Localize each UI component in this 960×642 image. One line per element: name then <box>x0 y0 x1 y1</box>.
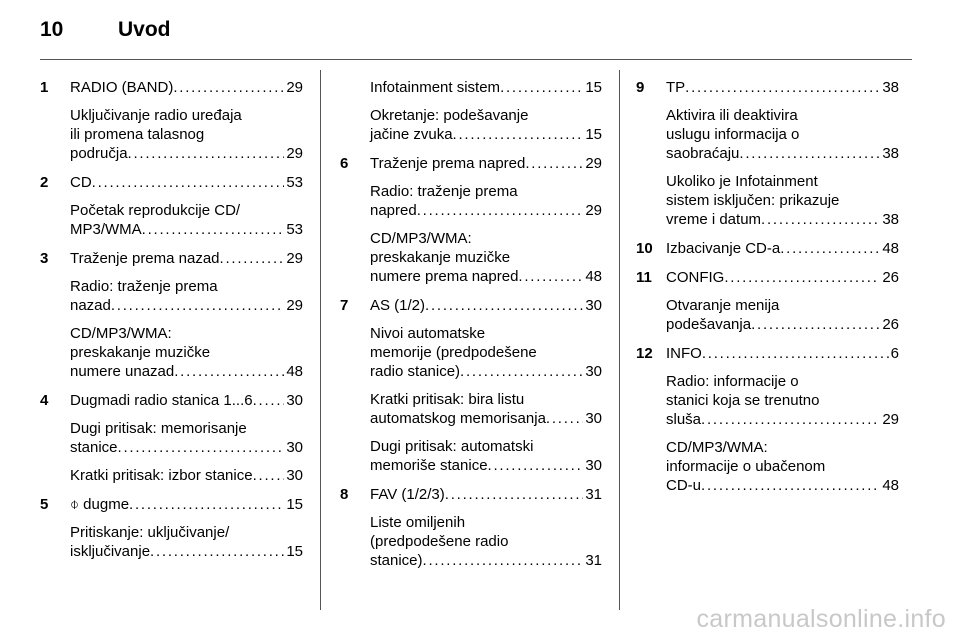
sub-entry-line: Kratki pritisak: bira listu <box>370 391 525 408</box>
leader-dots <box>425 296 583 315</box>
watermark: carmanualsonline.info <box>696 605 946 633</box>
item-number: 4 <box>40 392 49 409</box>
item-number: 8 <box>340 486 349 503</box>
entry-text: nazad <box>70 297 111 314</box>
sub-entry-line: Okretanje: podešavanje <box>370 107 529 124</box>
sub-entry <box>370 390 602 428</box>
entry-text: CONFIG <box>666 269 725 286</box>
sub-entry <box>666 106 899 163</box>
page-ref: 38 <box>882 79 899 96</box>
leader-dots <box>739 144 880 163</box>
entry-text: CD <box>70 174 92 191</box>
page-ref: 31 <box>585 552 602 569</box>
page-ref: 48 <box>882 477 899 494</box>
column-divider-left <box>320 70 321 610</box>
entry-text: podešavanja <box>666 316 752 333</box>
item-number: 3 <box>40 250 49 267</box>
leader-dots <box>780 239 880 258</box>
index-column-2 <box>340 78 602 580</box>
entry-text: Kratki pritisak: izbor stanice <box>70 467 253 484</box>
leader-dots <box>701 410 880 429</box>
index-line <box>70 438 303 457</box>
page-ref: 30 <box>585 410 602 427</box>
sub-entry-line: Aktivira ili deaktivira <box>666 107 798 124</box>
leader-dots <box>173 78 284 97</box>
entry-text: sluša <box>666 411 702 428</box>
entry-text: ⌽ dugme <box>70 496 130 513</box>
entry-text: radio stanice) <box>370 363 461 380</box>
entry-text: memoriše stanice <box>370 457 488 474</box>
sub-entry <box>370 437 602 475</box>
leader-dots <box>761 210 880 229</box>
index-line <box>370 201 602 220</box>
sub-entry-line: uslugu informacija o <box>666 126 800 143</box>
entry-text: Dugmadi radio stanica 1...6 <box>70 392 253 409</box>
entry-text: stanice <box>70 439 118 456</box>
index-entry <box>636 344 899 495</box>
sub-entry-line: CD/MP3/WMA: <box>666 439 768 456</box>
sub-entry-line: CD/MP3/WMA: <box>70 325 172 342</box>
leader-dots <box>500 78 583 97</box>
page-ref: 38 <box>882 211 899 228</box>
leader-dots <box>453 125 584 144</box>
page-ref: 15 <box>585 126 602 143</box>
item-number: 5 <box>40 496 49 513</box>
entry-text: jačine zvuka <box>370 126 453 143</box>
leader-dots <box>253 391 285 410</box>
index-line <box>370 125 602 144</box>
leader-dots <box>751 315 880 334</box>
sub-entry <box>370 229 602 286</box>
entry-text: MP3/WMA <box>70 221 142 238</box>
page-ref: 48 <box>286 363 303 380</box>
leader-dots <box>128 144 285 163</box>
index-line <box>370 362 602 381</box>
page-ref: 29 <box>585 155 602 172</box>
sub-entry-line: Pritiskanje: uključivanje/ <box>70 524 230 541</box>
sub-entry <box>370 182 602 220</box>
index-column-3 <box>636 78 899 505</box>
index-line <box>370 456 602 475</box>
entry-text: vreme i datum <box>666 211 762 228</box>
leader-dots <box>174 362 284 381</box>
leader-dots <box>702 344 889 363</box>
index-line <box>370 409 602 428</box>
index-line <box>370 267 602 286</box>
index-line <box>70 495 303 514</box>
sub-entry-line: CD/MP3/WMA: <box>370 230 472 247</box>
leader-dots <box>423 551 584 570</box>
index-entry <box>636 78 899 229</box>
item-number: 7 <box>340 297 349 314</box>
entry-text: područja <box>70 145 128 162</box>
page-header <box>40 18 912 58</box>
sub-entry-line: Uključivanje radio uređaja <box>70 107 242 124</box>
page-ref: 53 <box>286 174 303 191</box>
leader-dots <box>685 78 880 97</box>
index-line <box>666 239 899 258</box>
entry-text: RADIO (BAND) <box>70 79 174 96</box>
index-entry <box>340 485 602 570</box>
sub-entry-line: preskakanje muzičke <box>370 249 511 266</box>
entry-text: numere unazad <box>70 363 175 380</box>
index-line <box>70 220 303 239</box>
item-number: 10 <box>636 240 653 257</box>
index-entry <box>340 296 602 475</box>
sub-entry <box>70 523 303 561</box>
index-line <box>666 344 899 363</box>
sub-entry <box>370 106 602 144</box>
leader-dots <box>220 249 285 268</box>
sub-entry-line: memorije (predpodešene <box>370 344 537 361</box>
sub-entry <box>370 324 602 381</box>
index-entry <box>40 78 303 163</box>
leader-dots <box>701 476 880 495</box>
index-line <box>370 551 602 570</box>
sub-entry-line: Radio: traženje prema <box>370 183 518 200</box>
leader-dots <box>129 495 284 514</box>
index-line <box>666 144 899 163</box>
sub-entry-line: Dugi pritisak: automatski <box>370 438 534 455</box>
index-entry <box>40 391 303 485</box>
sub-entry-line: Početak reprodukcije CD/ <box>70 202 241 219</box>
index-entry <box>340 78 602 144</box>
chapter-title: Uvod <box>118 18 171 41</box>
index-line <box>70 144 303 163</box>
item-number: 12 <box>636 345 653 362</box>
page-ref: 30 <box>286 467 303 484</box>
page-ref: 53 <box>286 221 303 238</box>
leader-dots <box>417 201 584 220</box>
entry-text: CD-u <box>666 477 702 494</box>
index-line <box>70 296 303 315</box>
index-line <box>370 78 602 97</box>
entry-text: FAV (1/2/3) <box>370 486 445 503</box>
index-entry <box>636 268 899 334</box>
index-line <box>70 542 303 561</box>
item-number: 11 <box>636 269 652 286</box>
page-ref: 6 <box>890 345 899 362</box>
page-ref: 30 <box>585 363 602 380</box>
index-line <box>666 410 899 429</box>
entry-text: INFO <box>666 345 702 362</box>
sub-entry <box>370 513 602 570</box>
index-line <box>666 268 899 287</box>
leader-dots <box>111 296 284 315</box>
item-number: 6 <box>340 155 349 172</box>
index-line <box>666 476 899 495</box>
page-ref: 26 <box>882 316 899 333</box>
sub-entry <box>70 106 303 163</box>
index-entry <box>340 154 602 286</box>
sub-entry-line: sistem isključen: prikazuje <box>666 192 840 209</box>
leader-dots <box>518 267 583 286</box>
sub-entry <box>666 172 899 229</box>
sub-entry-line: Radio: informacije o <box>666 373 799 390</box>
entry-text: isključivanje <box>70 543 151 560</box>
entry-text: napred <box>370 202 417 219</box>
page-ref: 30 <box>286 439 303 456</box>
index-line <box>70 173 303 192</box>
index-line <box>70 362 303 381</box>
sub-entry-line: Otvaranje menija <box>666 297 780 314</box>
index-entry <box>636 239 899 258</box>
sub-entry-line: informacije o ubačenom <box>666 458 826 475</box>
index-line <box>70 391 303 410</box>
index-line <box>70 78 303 97</box>
page-ref: 29 <box>286 79 303 96</box>
sub-entry <box>666 438 899 495</box>
page-ref: 38 <box>882 145 899 162</box>
leader-dots <box>525 154 583 173</box>
sub-entry <box>666 372 899 429</box>
page-number: 10 <box>40 18 64 41</box>
index-line <box>70 466 303 485</box>
sub-entry-line: Liste omiljenih <box>370 514 466 531</box>
leader-dots <box>724 268 880 287</box>
column-divider-right <box>619 70 620 610</box>
entry-text: Traženje prema napred <box>370 155 526 172</box>
entry-text: Infotainment sistem <box>370 79 501 96</box>
sub-entry-line: Radio: traženje prema <box>70 278 218 295</box>
leader-dots <box>460 362 583 381</box>
page-ref: 48 <box>882 240 899 257</box>
sub-entry <box>70 201 303 239</box>
sub-entry-line: Nivoi automatske <box>370 325 486 342</box>
leader-dots <box>118 438 285 457</box>
page-ref: 29 <box>286 250 303 267</box>
sub-entry <box>70 324 303 381</box>
index-line <box>370 154 602 173</box>
page-ref: 29 <box>882 411 899 428</box>
entry-text: Izbacivanje CD-a <box>666 240 781 257</box>
leader-dots <box>92 173 285 192</box>
page-ref: 26 <box>882 269 899 286</box>
index-entry <box>40 495 303 561</box>
leader-dots <box>445 485 584 504</box>
index-line <box>70 249 303 268</box>
index-line <box>370 296 602 315</box>
page-ref: 29 <box>286 145 303 162</box>
page-ref: 29 <box>585 202 602 219</box>
sub-entry <box>666 296 899 334</box>
entry-text: saobraćaju <box>666 145 740 162</box>
sub-entry <box>70 277 303 315</box>
index-column-1 <box>40 78 303 571</box>
index-line <box>666 78 899 97</box>
page-ref: 15 <box>286 543 303 560</box>
index-line <box>666 210 899 229</box>
leader-dots <box>488 456 584 475</box>
item-number: 9 <box>636 79 645 96</box>
sub-entry-line: Ukoliko je Infotainment <box>666 173 818 190</box>
item-number: 1 <box>40 79 49 96</box>
page-ref: 30 <box>286 392 303 409</box>
leader-dots <box>150 542 284 561</box>
entry-text: AS (1/2) <box>370 297 426 314</box>
page-ref: 29 <box>286 297 303 314</box>
sub-entry-line: (predpodešene radio <box>370 533 509 550</box>
index-line <box>666 315 899 334</box>
header-rule <box>40 59 912 60</box>
entry-text: TP <box>666 79 686 96</box>
entry-text: stanice) <box>370 552 423 569</box>
entry-text: automatskog memorisanja <box>370 410 546 427</box>
index-line <box>370 485 602 504</box>
index-entry <box>40 249 303 381</box>
page-ref: 15 <box>286 496 303 513</box>
sub-entry-line: ili promena talasnog <box>70 126 205 143</box>
sub-entry <box>70 419 303 457</box>
index-entry <box>40 173 303 239</box>
sub-entry-line: preskakanje muzičke <box>70 344 211 361</box>
sub-entry-line: Dugi pritisak: memorisanje <box>70 420 247 437</box>
leader-dots <box>546 409 583 428</box>
page-ref: 31 <box>585 486 602 503</box>
leader-dots <box>142 220 285 239</box>
sub-entry-line: stanici koja se trenutno <box>666 392 820 409</box>
page-ref: 30 <box>585 457 602 474</box>
page-ref: 48 <box>585 268 602 285</box>
item-number: 2 <box>40 174 49 191</box>
sub-entry <box>70 466 303 485</box>
leader-dots <box>253 466 285 485</box>
entry-text: numere prema napred <box>370 268 519 285</box>
entry-text: Traženje prema nazad <box>70 250 220 267</box>
page-ref: 30 <box>585 297 602 314</box>
page-ref: 15 <box>585 79 602 96</box>
